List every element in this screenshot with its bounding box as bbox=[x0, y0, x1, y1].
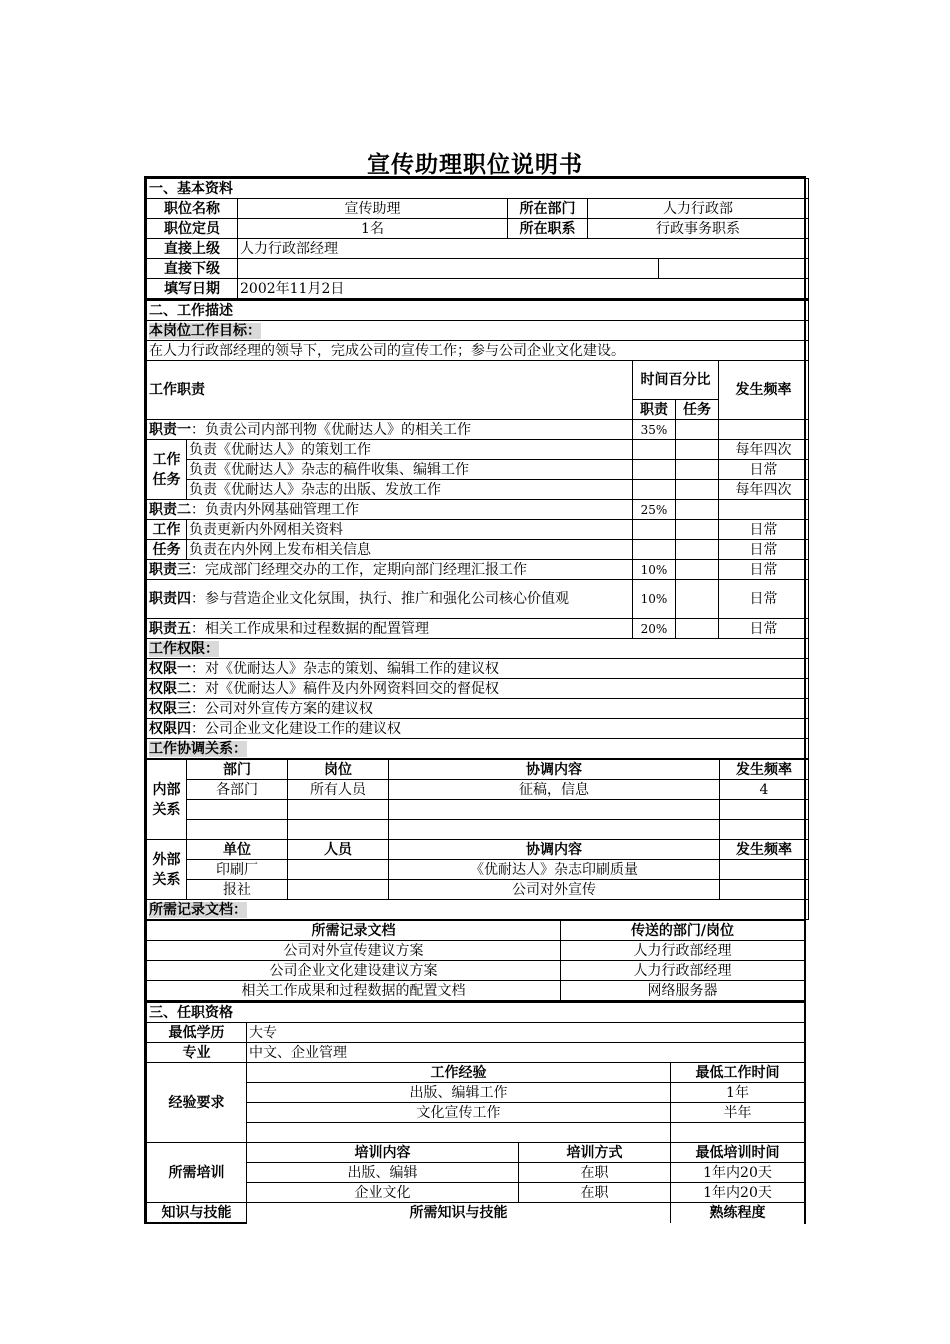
experience-header-work: 工作经验 bbox=[247, 1063, 671, 1083]
training-row-time: 1年内20天 bbox=[671, 1183, 805, 1203]
duty-5-freq: 日常 bbox=[719, 619, 809, 639]
subordinate-value bbox=[238, 259, 659, 279]
duty-1-task-1: 负责《优耐达人》的策划工作 bbox=[187, 440, 633, 460]
record-dest: 人力行政部经理 bbox=[561, 941, 805, 961]
training-header-method: 培训方式 bbox=[519, 1143, 671, 1163]
subordinate-extra bbox=[659, 259, 809, 279]
duty-1-task-2-freq: 日常 bbox=[719, 460, 809, 480]
external-header-person: 人员 bbox=[288, 840, 389, 860]
external-row-person bbox=[288, 860, 389, 880]
internal-header-post: 岗位 bbox=[288, 760, 389, 780]
qualifications-table bbox=[146, 1001, 805, 1224]
training-header-time: 最低培训时间 bbox=[671, 1143, 805, 1163]
department-label: 所在部门 bbox=[508, 199, 588, 219]
goal-text: 在人力行政部经理的领导下，完成公司的宣传工作；参与公司企业文化建设。 bbox=[147, 341, 809, 361]
coordination-label: 工作协调关系： bbox=[149, 740, 247, 757]
basic-info-table bbox=[146, 178, 809, 299]
training-row-time: 1年内20天 bbox=[671, 1163, 805, 1183]
internal-row-freq: 4 bbox=[720, 780, 809, 800]
headcount-label: 职位定员 bbox=[147, 219, 238, 239]
records-header-doc: 所需记录文档 bbox=[147, 921, 561, 941]
external-header-freq: 发生频率 bbox=[720, 840, 809, 860]
external-row-unit: 报社 bbox=[187, 880, 288, 900]
date-label: 填写日期 bbox=[147, 279, 238, 299]
external-row-unit: 印刷厂 bbox=[187, 860, 288, 880]
experience-row-work: 文化宣传工作 bbox=[247, 1103, 671, 1123]
internal-row-post: 所有人员 bbox=[288, 780, 389, 800]
job-description-form bbox=[144, 176, 806, 1224]
department-value: 人力行政部 bbox=[588, 199, 809, 219]
external-row-freq bbox=[720, 880, 809, 900]
duty-4-pct: 10% bbox=[633, 580, 676, 619]
record-dest: 人力行政部经理 bbox=[561, 961, 805, 981]
internal-row-content: 征稿，信息 bbox=[389, 780, 720, 800]
internal-header-content: 协调内容 bbox=[389, 760, 720, 780]
duty-2-task-1-freq: 日常 bbox=[719, 520, 809, 540]
headcount-value: 1名 bbox=[238, 219, 508, 239]
duty-2-pct: 25% bbox=[633, 500, 676, 520]
duty-5: 职责五：相关工作成果和过程数据的配置管理 bbox=[147, 619, 633, 639]
duty-2-task-2: 负责在内外网上发布相关信息 bbox=[187, 540, 633, 560]
duty-1-task-3-freq: 每年四次 bbox=[719, 480, 809, 500]
training-row-content: 企业文化 bbox=[247, 1183, 519, 1203]
duty-3: 职责三：完成部门经理交办的工作，定期向部门经理汇报工作 bbox=[147, 560, 633, 580]
internal-header-dept: 部门 bbox=[187, 760, 288, 780]
experience-header-time: 最低工作时间 bbox=[671, 1063, 805, 1083]
education-label: 最低学历 bbox=[147, 1023, 247, 1043]
authority-label: 工作权限： bbox=[149, 640, 219, 657]
work-description-table bbox=[146, 299, 809, 759]
experience-label: 经验要求 bbox=[147, 1063, 247, 1143]
major-label: 专业 bbox=[147, 1043, 247, 1063]
duty-3-freq: 日常 bbox=[719, 560, 809, 580]
frequency-header: 发生频率 bbox=[719, 361, 809, 420]
external-row-freq bbox=[720, 860, 809, 880]
coordination-table bbox=[146, 759, 809, 920]
goal-label: 本岗位工作目标： bbox=[149, 322, 261, 339]
duty-col-header: 职责 bbox=[633, 400, 676, 420]
external-row-content: 《优耐达人》杂志印刷质量 bbox=[389, 860, 720, 880]
internal-header-freq: 发生频率 bbox=[720, 760, 809, 780]
skills-label: 知识与技能 bbox=[147, 1203, 247, 1224]
record-doc: 相关工作成果和过程数据的配置文档 bbox=[147, 981, 561, 1001]
training-row-method: 在职 bbox=[519, 1183, 671, 1203]
duty-4-freq: 日常 bbox=[719, 580, 809, 619]
external-header-content: 协调内容 bbox=[389, 840, 720, 860]
subordinate-label: 直接下级 bbox=[147, 259, 238, 279]
duty-1: 职责一：负责公司内部刊物《优耐达人》的相关工作 bbox=[147, 420, 633, 440]
records-label: 所需记录文档： bbox=[149, 901, 247, 918]
training-row-content: 出版、编辑 bbox=[247, 1163, 519, 1183]
task-col-header: 任务 bbox=[676, 400, 719, 420]
task-label-1: 工作任务 bbox=[147, 440, 187, 500]
date-value: 2002年11月2日 bbox=[238, 279, 809, 299]
skills-header-knowledge: 所需知识与技能 bbox=[247, 1203, 671, 1224]
internal-relations-label: 内部关系 bbox=[147, 760, 187, 840]
skills-header-level: 熟练程度 bbox=[671, 1203, 805, 1224]
experience-row-work: 出版、编辑工作 bbox=[247, 1083, 671, 1103]
duty-1-task-3: 负责《优耐达人》杂志的出版、发放工作 bbox=[187, 480, 633, 500]
duty-1-task-1-freq: 每年四次 bbox=[719, 440, 809, 460]
duty-3-pct: 10% bbox=[633, 560, 676, 580]
education-value: 大专 bbox=[247, 1023, 805, 1043]
job-family-value: 行政事务职系 bbox=[588, 219, 809, 239]
record-doc: 公司对外宣传建议方案 bbox=[147, 941, 561, 961]
duty-1-task-2: 负责《优耐达人》杂志的稿件收集、编辑工作 bbox=[187, 460, 633, 480]
superior-label: 直接上级 bbox=[147, 239, 238, 259]
task-label-2a: 工作 bbox=[147, 520, 187, 540]
authority-4: 权限四：公司企业文化建设工作的建议权 bbox=[147, 719, 809, 739]
task-label-2b: 任务 bbox=[147, 540, 187, 560]
position-name-value: 宣传助理 bbox=[238, 199, 508, 219]
record-dest: 网络服务器 bbox=[561, 981, 805, 1001]
training-header-content: 培训内容 bbox=[247, 1143, 519, 1163]
duty-1-pct: 35% bbox=[633, 420, 676, 440]
superior-value: 人力行政部经理 bbox=[238, 239, 809, 259]
training-row-method: 在职 bbox=[519, 1163, 671, 1183]
experience-row-time: 半年 bbox=[671, 1103, 805, 1123]
external-row-content: 公司对外宣传 bbox=[389, 880, 720, 900]
experience-row-time: 1年 bbox=[671, 1083, 805, 1103]
time-pct-header: 时间百分比 bbox=[633, 361, 719, 400]
job-family-label: 所在职系 bbox=[508, 219, 588, 239]
record-doc: 公司企业文化建设建议方案 bbox=[147, 961, 561, 981]
major-value: 中文、企业管理 bbox=[247, 1043, 805, 1063]
records-table bbox=[146, 920, 805, 1001]
duty-2-task-2-freq: 日常 bbox=[719, 540, 809, 560]
records-header-dest: 传送的部门/岗位 bbox=[561, 921, 805, 941]
authority-2: 权限二：对《优耐达人》稿件及内外网资料回交的督促权 bbox=[147, 679, 809, 699]
page-title: 宣传助理职位说明书 bbox=[367, 152, 583, 178]
internal-row-dept: 各部门 bbox=[187, 780, 288, 800]
authority-3: 权限三：公司对外宣传方案的建议权 bbox=[147, 699, 809, 719]
duty-header: 工作职责 bbox=[147, 361, 633, 420]
position-name-label: 职位名称 bbox=[147, 199, 238, 219]
section-work-description: 二、工作描述 bbox=[147, 300, 809, 321]
external-relations-label: 外部关系 bbox=[147, 840, 187, 900]
duty-4: 职责四：参与营造企业文化氛围，执行、推广和强化公司核心价值观 bbox=[147, 580, 633, 619]
training-label: 所需培训 bbox=[147, 1143, 247, 1203]
duty-2-task-1: 负责更新内外网相关资料 bbox=[187, 520, 633, 540]
authority-1: 权限一：对《优耐达人》杂志的策划、编辑工作的建议权 bbox=[147, 659, 809, 679]
external-header-unit: 单位 bbox=[187, 840, 288, 860]
section-qualifications: 三、任职资格 bbox=[147, 1002, 805, 1023]
external-row-person bbox=[288, 880, 389, 900]
duty-2: 职责二：负责内外网基础管理工作 bbox=[147, 500, 633, 520]
duty-5-pct: 20% bbox=[633, 619, 676, 639]
section-basic-info: 一、基本资料 bbox=[147, 179, 809, 199]
